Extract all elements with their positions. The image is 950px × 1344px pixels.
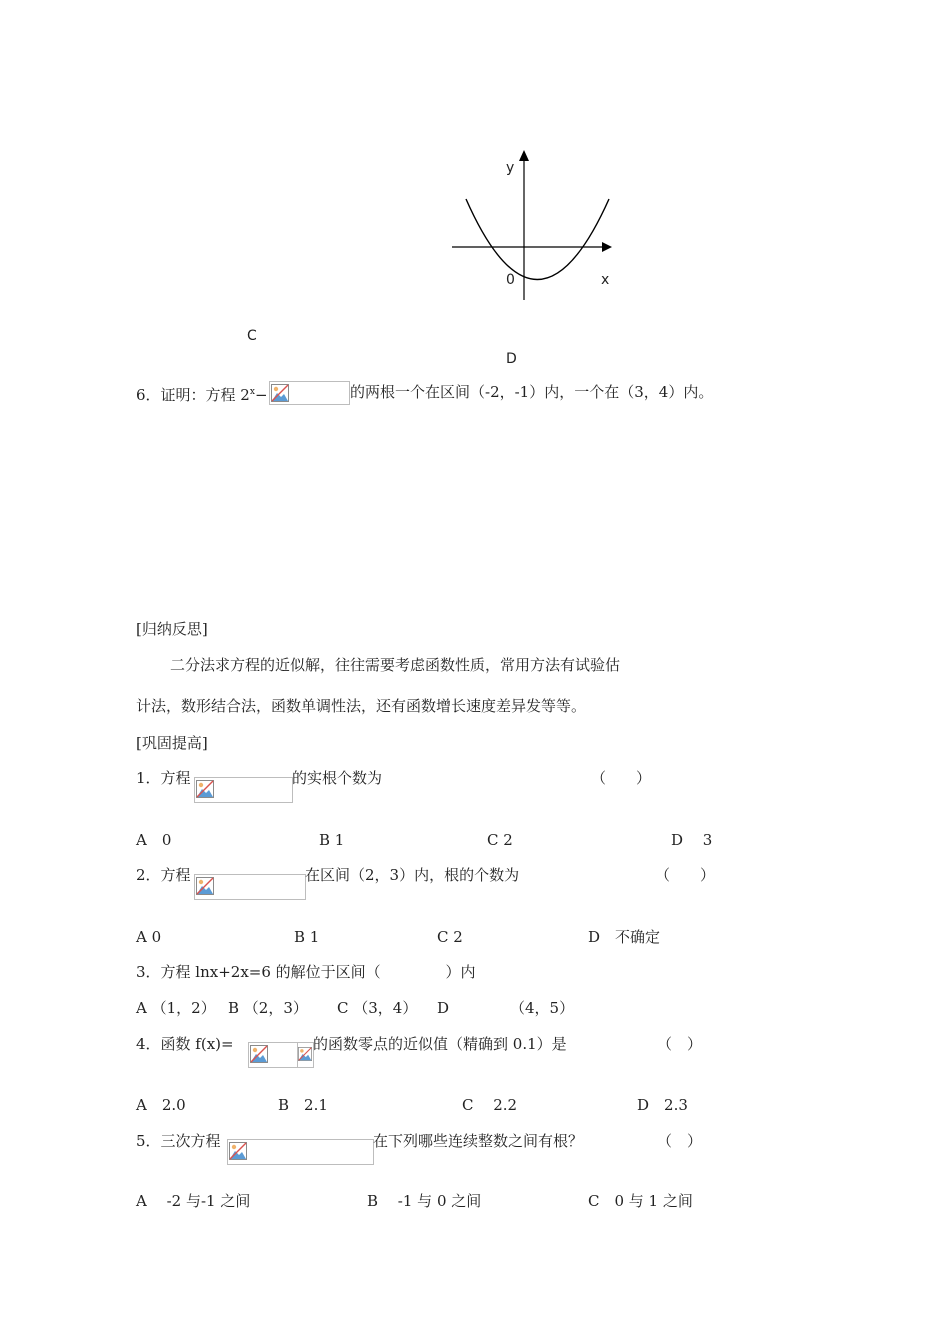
- origin-label: 0: [506, 272, 515, 288]
- q2-stem-b: 在区间（2，3）内，根的个数为: [305, 866, 520, 884]
- q4-option-d: D 2.3: [637, 1096, 688, 1114]
- reflection-heading: [归纳反思]: [136, 620, 208, 638]
- q3-option-c: C （3，4）: [337, 999, 418, 1017]
- option-c-label: C: [247, 328, 257, 344]
- parabola-graph: [440, 145, 630, 305]
- q2-stem-a: 2．方程: [136, 866, 191, 884]
- q3-option-b: B （2，3）: [228, 999, 308, 1017]
- q3-option-d: D: [437, 999, 450, 1017]
- equation-image-placeholder: [227, 1139, 374, 1165]
- q4-stem-b: 的函数零点的近似值（精确到 0.1）是: [313, 1035, 567, 1053]
- y-axis-label: y: [506, 160, 515, 176]
- q5-option-b: B -1 与 0 之间: [367, 1192, 482, 1210]
- broken-image-icon: [271, 384, 289, 402]
- q5-stem-a: 5．三次方程: [136, 1132, 221, 1150]
- broken-image-icon: [196, 780, 214, 798]
- equation-image-placeholder: [194, 777, 293, 803]
- equation-image-placeholder: [297, 1042, 314, 1068]
- q1-option-a: A 0: [136, 831, 172, 849]
- q5-answer-paren: （ ）: [657, 1132, 703, 1150]
- q5-stem-b: 在下列哪些连续整数之间有根？: [373, 1132, 584, 1150]
- q2-option-a: A 0: [136, 928, 162, 946]
- q4-option-c: C 2.2: [462, 1096, 518, 1114]
- q4-option-b: B 2.1: [278, 1096, 328, 1114]
- broken-image-icon: [196, 877, 214, 895]
- q1-option-c: C 2: [487, 831, 513, 849]
- reflection-line-1: 二分法求方程的近似解，往往需要考虑函数性质，常用方法有试验估: [170, 656, 621, 674]
- reflection-line-2: 计法，数形结合法，函数单调性法，还有函数增长速度差异发等等。: [136, 697, 587, 715]
- q4-answer-paren: （ ）: [657, 1035, 703, 1053]
- q1-stem-a: 1．方程: [136, 769, 191, 787]
- q3-stem: 3．方程 lnx+2x=6 的解位于区间（ ）内: [136, 963, 476, 981]
- y-axis-arrow: [519, 150, 529, 161]
- q4-stem-a: 4．函数 f(x)=: [136, 1035, 234, 1053]
- q1-stem-b: 的实根个数为: [292, 769, 383, 787]
- x-axis-label: x: [601, 272, 610, 288]
- q6-suffix: 的两根一个在区间（-2，-1）内，一个在（3，4）内。: [350, 383, 714, 401]
- q6-prefix: 6．证明：方程 $2^x-$: [136, 386, 268, 404]
- q6-exponent: x: [249, 387, 255, 397]
- q1-answer-paren: （ ）: [591, 769, 652, 787]
- q5-option-c: C 0 与 1 之间: [588, 1192, 693, 1210]
- q5-option-a: A -2 与-1 之间: [136, 1192, 251, 1210]
- q1-option-b: B 1: [319, 831, 345, 849]
- broken-image-icon: [250, 1045, 268, 1063]
- broken-image-icon: [298, 1045, 312, 1063]
- q2-answer-paren: （ ）: [655, 866, 716, 884]
- q2-option-b: B 1: [294, 928, 320, 946]
- x-axis-arrow: [602, 242, 612, 252]
- consolidate-heading: [巩固提高]: [136, 734, 208, 752]
- q3-option-d-value: （4，5）: [510, 999, 575, 1017]
- q2-option-c: C 2: [437, 928, 463, 946]
- q1-option-d: D 3: [671, 831, 713, 849]
- parabola-curve: [466, 199, 609, 280]
- q4-option-a: A 2.0: [136, 1096, 186, 1114]
- q3-option-a: A （1，2）: [136, 999, 216, 1017]
- broken-image-icon: [229, 1142, 247, 1160]
- equation-image-placeholder: [248, 1042, 300, 1068]
- equation-image-placeholder: [269, 381, 350, 405]
- q2-option-d: D 不确定: [588, 928, 661, 946]
- option-d-label: D: [506, 351, 517, 367]
- equation-image-placeholder: [194, 874, 306, 900]
